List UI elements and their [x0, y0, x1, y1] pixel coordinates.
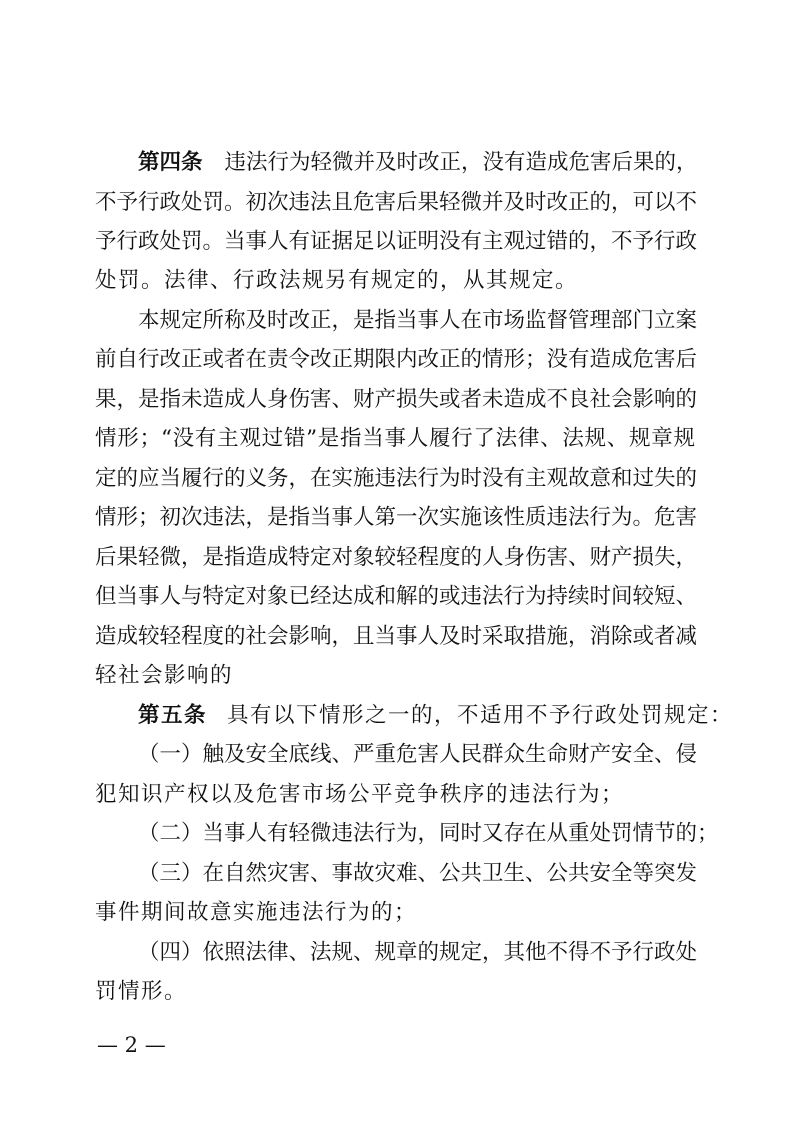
para2-line-3: 果，是指未造成人身伤害、财产损失或者未造成不良社会影响的: [95, 387, 698, 412]
para2-line-4: 情形；“没有主观过错”是指当事人履行了法律、法规、规章规: [95, 426, 695, 451]
article4-text: 违法行为轻微并及时改正，没有造成危害后果的，: [224, 150, 698, 175]
article5-item4-line-1: [95, 933, 698, 973]
article5-label: 第五条: [138, 703, 208, 728]
article5-item3-text: （三）在自然灾害、事故灾难、公共卫生、公共安全等突发: [138, 861, 698, 886]
article5-item1-line-1: [95, 735, 698, 775]
page-number: — 2 —: [97, 1033, 166, 1057]
article5-item4-line-2: 罚情形。: [95, 979, 188, 1004]
article5-item3-line-2: 事件期间故意实施违法行为的；: [95, 900, 418, 925]
article5-item2-text: （二）当事人有轻微违法行为，同时又存在从重处罚情节的；: [138, 821, 719, 846]
article5-intro: 具有以下情形之一的，不适用不予行政处罚规定：: [227, 703, 734, 728]
article5-item3-line-1: [95, 854, 698, 894]
para2-line-5: 定的应当履行的义务，在实施违法行为时没有主观故意和过失的: [95, 466, 698, 491]
para2-line-7: 后果轻微，是指造成特定对象较轻程度的人身伤害、财产损失，: [95, 545, 698, 570]
article5-item4-text: （四）依照法律、法规、规章的规定，其他不得不予行政处: [138, 940, 698, 965]
article4-label: 第四条: [138, 150, 203, 175]
para2-line-1: [95, 301, 698, 341]
para2-line-8: 但当事人与特定对象已经达成和解的或违法行为持续时间较短、: [95, 584, 698, 609]
para2-line-2: 前自行改正或者在责令改正期限内改正的情形；没有造成危害后: [95, 347, 698, 372]
article4-line-4: 处罚。法律、行政法规另有规定的，从其规定。: [95, 268, 579, 293]
article4-line-1: [95, 143, 698, 183]
para2-line-6: 情形；初次违法，是指当事人第一次实施该性质违法行为。危害: [95, 505, 698, 530]
article4-line-3: 予行政处罚。当事人有证据足以证明没有主观过错的，不予行政: [95, 229, 698, 254]
article5-item1-text: （一）触及安全底线、严重危害人民群众生命财产安全、侵: [138, 742, 698, 767]
para2-line-10: 轻社会影响的: [95, 663, 234, 688]
article5-item2-line-1: [95, 814, 719, 854]
article5-line-1: [95, 696, 734, 736]
para2-line-9: 造成较轻程度的社会影响，且当事人及时采取措施，消除或者减: [95, 624, 698, 649]
para2-line-1-text: 本规定所称及时改正，是指当事人在市场监督管理部门立案: [138, 308, 698, 333]
article4-line-2: 不予行政处罚。初次违法且危害后果轻微并及时改正的，可以不: [95, 190, 698, 215]
article5-item1-line-2: 犯知识产权以及危害市场公平竞争秩序的违法行为；: [95, 782, 625, 807]
